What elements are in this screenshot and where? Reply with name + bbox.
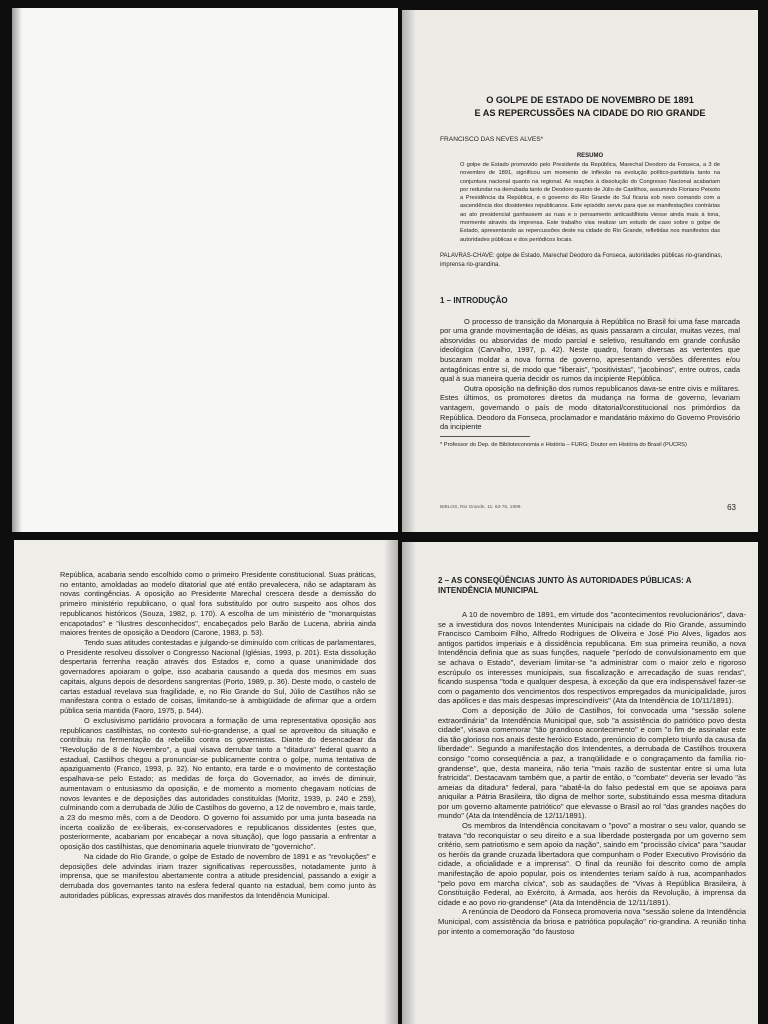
article-page-left — [14, 540, 398, 1024]
gutter-shadow — [384, 540, 398, 1024]
title-line-2: E AS REPERCUSSÕES NA CIDADE DO RIO GRANDE — [474, 108, 706, 118]
gutter-shadow — [402, 542, 416, 1024]
footnote: * Professor do Dep. de Biblioteconomia e História – FURG; Doutor em História do Brasil (PUCRS) — [440, 441, 687, 448]
paragraph-3: Os membros da Intendência concitavam o "povo" a mostrar o seu valor, quando se tratava "do reconquistar o seu direito e a sua liberdade postergada por um governo sem critério, sem patriotismo e sem apoio da nação", saindo em "procissão cívica" para "saudar os heróis da grande cruzada libertadora que compunham o Poder Executivo Provisório da cidade, a oficialidade e a imprensa". O final da reunião foi descrito como de ampla manifestação de apoio popular, pois os intendentes teriam saído à rua, acompanhados "pelo povo em marcha cívica", sob as saudações de "Vivas à República Brasileira, à Constituição Federal, ao Exército, à Armada, aos heróis da Revolução, à imprensa da cidade e ao povo rio-grandense" (Ata da Intendência de 12/11/1891). — [438, 821, 746, 907]
page-number: 63 — [727, 503, 736, 512]
abstract-heading: RESUMO — [576, 153, 604, 159]
paragraph-1: República, acabaria sendo escolhido como o primeiro Presidente constitucional. Suas práticas, no entanto, amoldadas ao modelo ditatorial que até então prevalecera, não se adaptaram às novas contingências. A oposição ao Presidente Marechal crescera desde a demissão do primeiro ministério republicano, o qual fora substituído por outro suspeito aos olhos dos republicanos históricos (Souza, 1982, p. 170). A escolha de um ministério de "monarquistas encapotados" e "ilustres desconhecidos", encabeçados pelo Barão de Lucena, abriria ainda maiores frentes de oposição a Deodoro (Carone, 1983, p. 53). — [60, 570, 376, 638]
page-edge-shadow — [12, 8, 22, 532]
author-name: FRANCISCO DAS NEVES ALVES* — [440, 136, 544, 143]
footnote-rule — [440, 436, 530, 437]
paragraph-2: Com a deposição de Júlio de Castilhos, foi convocada uma "sessão solene extraordinária" da Intendência Municipal que, sob "a assistência do patriótico povo desta cidade", visava comemorar "tão grandioso acontecimento" e com "o fim de assinalar este dia tão glorioso nos anais deste heróico Estado, prenúncio do completo triunfo da causa da liberdade". Segundo a manifestação dos Intendentes, a derrubada de Castilhos trouxera consigo "como conseqüência a paz, a tranqüilidade e o congraçamento da família rio-grandense", que, desta maneira, não teria "mais razão de sustentar entre si uma luta fratricida". Destacavam também que, a partir de então, o "combate" deveria ser levado "às ameias da ditadura" federal, para "abatê-la do falso pedestal em que se apoiava para aniquilar a Pátria Brasileira, tão digna de melhor sorte, substituindo essa mesma ditadura por um governo altamente patriótico" que elevasse o Brasil ao rol "das grandes nações do mundo" (Ata da Intendência de 12/11/1891). — [438, 705, 746, 821]
section-heading-2: 2 – AS CONSEQÜÊNCIAS JUNTO ÀS AUTORIDADES PÚBLICAS: A INTENDÊNCIA MUNICIPAL — [438, 576, 692, 595]
article-page-right — [402, 542, 758, 1024]
blank-facing-page — [12, 8, 398, 532]
abstract-text: O golpe de Estado promovido pelo Presidente da República, Marechal Deodoro da Fonseca, a 3 de novembro de 1891, significou um momento de inflexão na evolução político-partidária tanto na conjuntura nacional quanto na regional. As reações à dissolução do Congresso Nacional acabariam por redundar na derrubada tanto de Deodoro quanto de Júlio de Castilhos, assumindo Floriano Peixoto a Presidência da República, e o governo do Rio Grande do Sul ficaria sob novo comando com a ascendência dos dissidentes republicanos. Este episódio serviu para que se manifestações contrárias ao ato presidencial ganhassem as ruas e o pensamento anticastilhista viesse ainda mais à tona, mormente através da imprensa. Este trabalho visa realizar um estudo de caso sobre o golpe de Estado, apresentando as repercussões deste na cidade do Rio Grande, refletidas nos manifestos das autoridades públicas e dos periódicos locais. — [460, 162, 720, 243]
paragraph-3: O exclusivismo partidário provocara a formação de uma representativa oposição aos republicanos castilhistas, no contexto sul-rio-grandense, a qual se aproveitou da situação e contribuiu na fermentação da rebelião contra os governistas. Diante do desencadear da "Revolução de 8 de Novembro", a qual visava derrubar tanto a "ditadura" federal quanto a estadual, Castilhos chegou a pronunciar-se publicamente contra o golpe, numa tentativa de apaziguamento (Franco, 1993, p. 32). No entanto, era tarde e o movimento de contestação espalhava-se pelo Estado; as medidas de força do Governador, ao invés de diminuir, aumentavam o entusiasmo da oposição, e de momento a momento chegavam notícias de novos levantes e de deposições das autoridades constituídas (Moritz, 1939, p. 240 e 259), culminando com a derrubada de Júlio de Castilhos do governo, a 12 de novembro e, mais tarde, a 23 do mesmo mês, com a de Deodoro. O governo foi assumido por uma junta baseada na incerta coalizão de ex-liberais, ex-conservadores e republicanos dissidentes (estes que, posteriormente, acabariam por encabeçar a nova situação), que logo passaria a enfrentar a oposição dos castilhistas, que denominaria aquele triunvirato de "governicho". — [60, 715, 376, 852]
paragraph-4: Na cidade do Rio Grande, o golpe de Estado de novembro de 1891 e as "revoluções" e deposições dele advindas iriam trazer significativas repercussões, notadamente junto à imprensa, que se manifestou abertamente contra a atitude presidencial, passando a exigir a derrubada dos governantes tanto na esfera federal quanto na estadual, bem como junto às autoridades públicas, expressas através dos manifestos da Intendência Municipal. — [60, 851, 376, 900]
article-title — [440, 94, 740, 120]
intro-paragraph-1: O processo de transição da Monarquia à República no Brasil foi uma fase marcada por uma grande movimentação de idéias, as quais passaram a circular, muitas vezes, mal absorvidas ou absorvidas de modo parcial e seletivo, resultando em grande confusão ideológica (Carvalho, 1997, p. 42). Neste quadro, foram diversas as vertentes que buscaram moldar a nova forma de governo, apresentando versões diferentes e/ou antagônicas entre si, de modo que "liberais", "positivistas", "jacobinos", entre outros, cada qual à sua maneira queria decidir os rumos da incipiente República. — [440, 316, 740, 384]
article-first-page — [402, 10, 758, 532]
paragraph-2: Tendo suas atitudes contestadas e julgando-se diminuído com críticas de parlamentares, o Presidente resolveu dissolver o Congresso Nacional (Iglésias, 1993, p. 201). Esta dissolução despertaria ferrenha reação através dos Estados e, como a quase unanimidade dos governadores apoiaram o golpe, isso acabaria causando a queda dos mesmos em suas capitais, alguns depois de desordens sangrentas (Porto, 1989, p. 36). Deste modo, o castelo de cartas estadual revelava sua fragilidade, e, no Rio Grande do Sul, Júlio de Castilhos não se manifestara contra o estado de coisas, limitando-se à ambigüidade de afirmar que a ordem pública seria mantida (Faoro, 1975, p. 544). — [60, 638, 376, 716]
title-line-1: O GOLPE DE ESTADO DE NOVEMBRO DE 1891 — [486, 95, 694, 105]
intro-paragraph-2: Outra oposição na definição dos rumos republicanos dava-se entre civis e militares. Estes últimos, os promotores diretos da mudança na forma de governo, levariam vantagem, governando o país de modo ditatorial/constitucional nos primórdios da República. Deodoro da Fonseca, proclamador e mandatário máximo do Governo Provisório da incipiente — [440, 383, 740, 432]
running-footer: BIBLOS, Rio Grande, 11: 63-76, 1999. — [440, 505, 522, 510]
gutter-shadow — [402, 10, 416, 532]
paragraph-1: A 10 de novembro de 1891, em virtude dos "acontecimentos revolucionários", dava-se a investidura dos novos Intendentes Municipais na cidade do Rio Grande, assumindo Francisco Camboim Filho, Alfredo Rodrigues de Oliveira e José Pio Alves, ligados aos antigos partidos imperiais e à dissidência republicana. Em sua primeira reunião, a nova Intendência definia que as suas funções, naquele "período de convulsionamento em que se achava o Estado", deveriam limitar-se "a administrar com o maior zelo e rigoroso escrúpulo os interesses municipais, sua fiscalização e arrecadação de suas rendas", ficando suspensa "toda e qualquer despesa, à exceção da que era indispensável fazer-se com o pagamento dos vencimentos dos respectivos empregados da municipalidade, juros das apólices e das mais despesas imprescindíveis" (Ata da Intendência de 10/11/1891). — [438, 610, 746, 706]
paragraph-4: A renúncia de Deodoro da Fonseca promoveria nova "sessão solene da Intendência Municipal, com assistência da briosa e patriótica população" rio-grandina. A reunião tinha por intento a comemoração "do faustoso — [438, 907, 746, 936]
section-heading-introduction: 1 – INTRODUÇÃO — [440, 295, 508, 305]
keywords: PALAVRAS-CHAVE: golpe de Estado, Marechal Deodoro da Fonseca, autoridades públicas rio-grandinas, imprensa rio-grandina. — [440, 252, 723, 268]
